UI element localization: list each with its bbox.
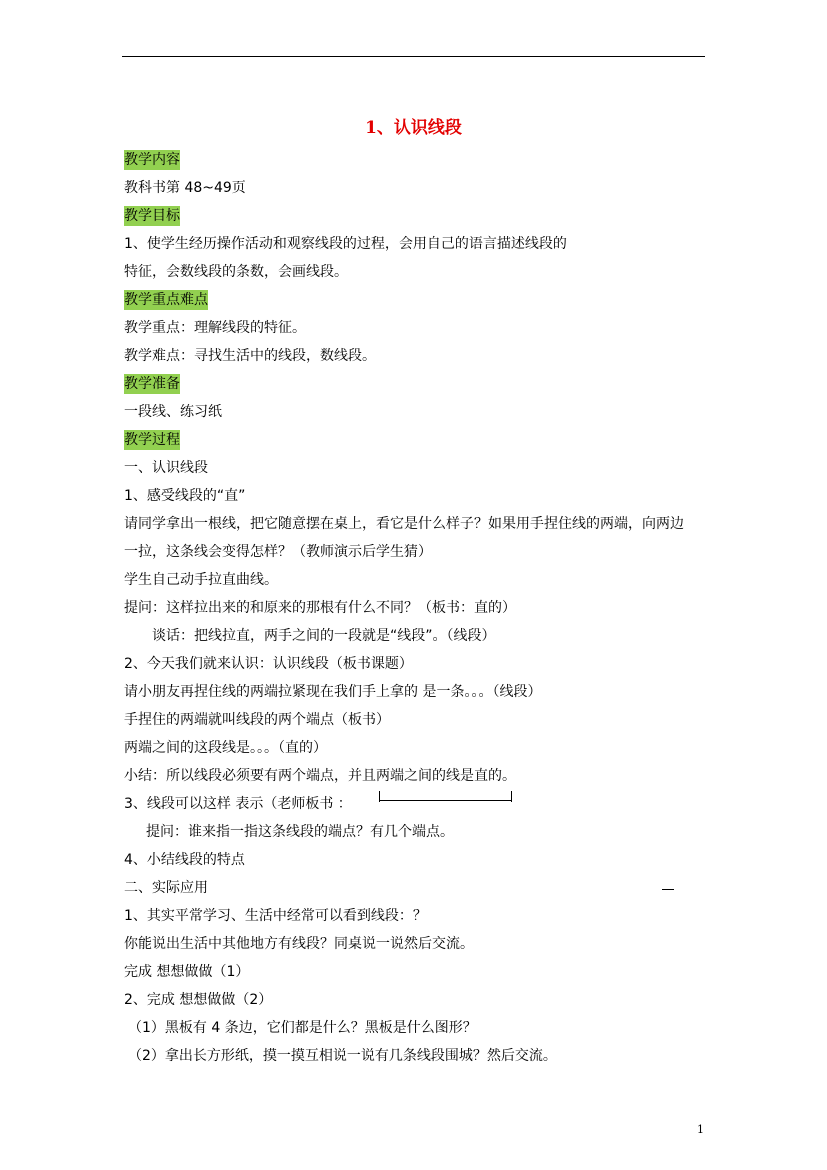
goal-line-2: 特征，会数线段的条数，会画线段。 bbox=[124, 264, 348, 280]
segment-line bbox=[379, 800, 512, 801]
page-number: 1 bbox=[697, 1123, 704, 1136]
step1-line-1: 请同学拿出一根线，把它随意摆在桌上，看它是什么样子？如果用手捏住线的两端，向两边 bbox=[124, 516, 684, 532]
step1-line-5: 谈话：把线拉直，两手之间的一段就是“线段”。（线段） bbox=[152, 628, 496, 644]
step4-title: 4、小结线段的特点 bbox=[124, 852, 245, 868]
stray-dash bbox=[662, 889, 674, 890]
step2-title: 2、今天我们就来认识：认识线段（板书课题） bbox=[124, 656, 413, 672]
app2-line-1: （1）黑板有 4 条边，它们都是什么？黑板是什么图形？ bbox=[128, 1020, 477, 1036]
key-heading: 教学重点难点 bbox=[124, 292, 208, 308]
header-rule bbox=[122, 56, 705, 57]
step2-line-1: 请小朋友再捏住线的两端拉紧现在我们手上拿的 是一条。。。（线段） bbox=[124, 684, 542, 700]
prep-heading: 教学准备 bbox=[124, 376, 180, 392]
step1-title: 1、感受线段的“直” bbox=[124, 488, 246, 504]
app2-line-2: （2）拿出长方形纸，摸一摸互相说一说有几条线段围城？然后交流。 bbox=[128, 1048, 557, 1064]
step1-line-4: 提问：这样拉出来的和原来的那根有什么不同？（板书：直的） bbox=[124, 600, 516, 616]
app1-line-1: 你能说出生活中其他地方有线段？同桌说一说然后交流。 bbox=[124, 936, 474, 952]
step1-line-2: 一拉，这条线会变得怎样？（教师演示后学生猜） bbox=[124, 544, 432, 560]
segment-endpoint-right bbox=[511, 791, 512, 802]
app2-title: 2、完成 想想做做（2） bbox=[124, 992, 273, 1008]
prep-text: 一段线、练习纸 bbox=[124, 404, 222, 420]
segment-endpoint-left bbox=[379, 791, 380, 802]
difficult-point: 教学难点：寻找生活中的线段，数线段。 bbox=[124, 348, 376, 364]
app1-line-2: 完成 想想做做（1） bbox=[124, 964, 250, 980]
document-title: 1、认识线段 bbox=[365, 118, 462, 138]
part2-title: 二、实际应用 bbox=[124, 880, 208, 896]
part1-title: 一、认识线段 bbox=[124, 460, 208, 476]
app1-title: 1、其实平常学习、生活中经常可以看到线段：？ bbox=[124, 908, 427, 924]
step1-line-3: 学生自己动手拉直曲线。 bbox=[124, 572, 278, 588]
step2-line-3: 两端之间的这段线是。。。（直的） bbox=[124, 740, 327, 756]
goal-line-1: 1、使学生经历操作活动和观察线段的过程，会用自己的语言描述线段的 bbox=[124, 236, 567, 252]
goal-heading: 教学目标 bbox=[124, 208, 180, 224]
step3-title: 3、线段可以这样 表示（老师板书 ： bbox=[124, 796, 352, 812]
content-text: 教科书第 48~49页 bbox=[124, 180, 246, 196]
step2-line-4: 小结：所以线段必须要有两个端点，并且两端之间的线是直的。 bbox=[124, 768, 516, 784]
content-heading: 教学内容 bbox=[124, 152, 180, 168]
step3-line-1: 提问：谁来指一指这条线段的端点？有几个端点。 bbox=[146, 824, 454, 840]
key-point: 教学重点：理解线段的特征。 bbox=[124, 320, 306, 336]
line-segment-drawing bbox=[379, 791, 512, 803]
process-heading: 教学过程 bbox=[124, 432, 180, 448]
step2-line-2: 手捏住的两端就叫线段的两个端点（板书） bbox=[124, 712, 390, 728]
